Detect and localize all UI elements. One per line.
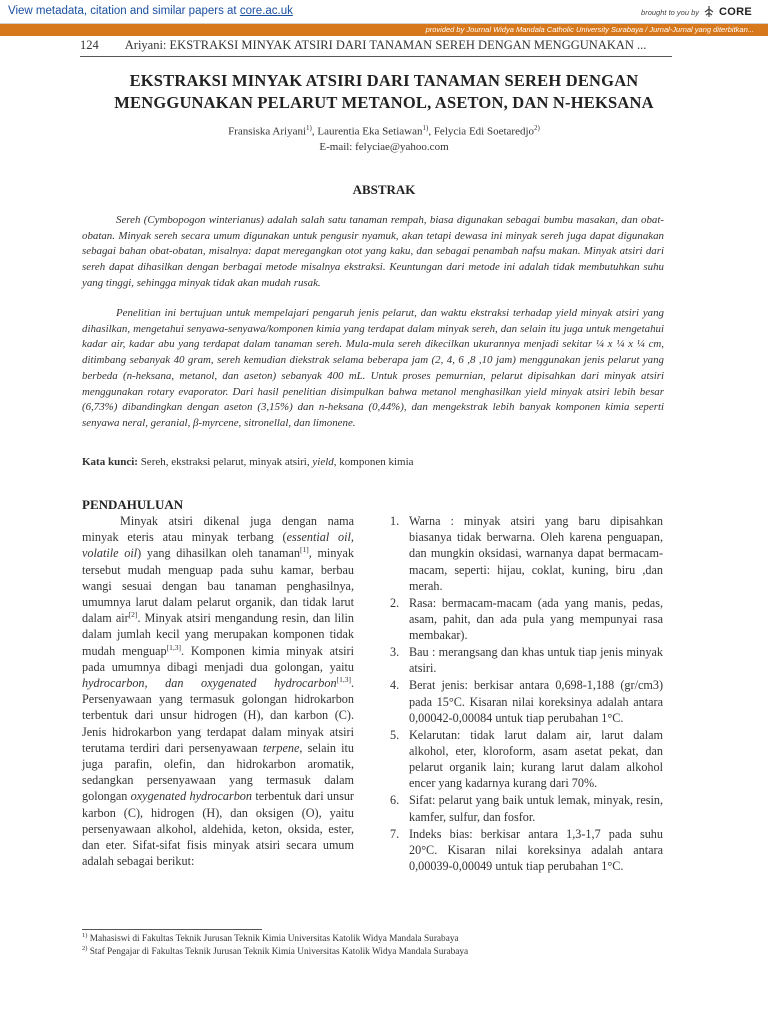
intro-text: terbentuk dari unsur karbon (C), hidrogen (H), dan oksigen (O), yaitu persenyawaan alkohol, aldehida, keton, oksida, ester, dan eter. Sifat-sifat fisis minyak atsiri secara umum adalah sebagai berikut: <box>82 789 354 869</box>
footnote-text: Staf Pengajar di Fakultas Teknik Jurusan Teknik Kimia Universitas Katolik Widya Mandala Surabaya <box>87 947 469 958</box>
keywords-text-end: , komponen kimia <box>333 456 414 468</box>
footnote-mark: 1) <box>82 932 88 939</box>
core-banner <box>0 0 768 24</box>
brought-to-you-text: brought to you by <box>641 7 700 17</box>
author-affiliation-mark: 2) <box>534 124 540 132</box>
running-title: Ariyani: EKSTRAKSI MINYAK ATSIRI DARI TANAMAN SEREH DENGAN MENGGUNAKAN ... <box>124 38 647 52</box>
intro-italic: essential oil, volatile oil <box>82 530 354 561</box>
article-title <box>60 70 708 114</box>
core-logo-icon <box>703 5 715 19</box>
core-brand[interactable] <box>641 4 752 20</box>
citation-ref: [1,3] <box>336 674 351 684</box>
list-text: Berat jenis: berkisar antara 0,698-1,188 (gr/cm3) pada 15°C. Kisaran nilai koreksinya adalah antara 0,00042-0,00084 untuk tiap perubahan 1°C. <box>409 678 663 725</box>
intro-text: . Persenyawaan yang termasuk golongan hidrokarbon terbentuk dari unsur hidrogen (H), dan karbon (C). Jenis hidrokarbon yang terdapat dalam minyak atsiri terutama terdiri dari persenyawaan <box>82 676 354 755</box>
author-email: E-mail: felyciae@yahoo.com <box>319 141 449 153</box>
intro-text: , minyak tersebut mudah menguap pada suhu kamar, berbau wangi sesuai dengan bau tanaman penghasilnya, umumnya larut dalam pelarut organik, dan tidak larut dalam air <box>82 546 355 626</box>
intro-italic: hydrocarbon, dan oxygenated hydrocarbon <box>82 676 337 691</box>
title-line-1: EKSTRAKSI MINYAK ATSIRI DARI TANAMAN SEREH DENGAN <box>129 71 639 90</box>
footnote <box>82 932 682 944</box>
author-affiliation-mark: 1) <box>422 124 429 132</box>
title-line-2: MENGGUNAKAN PELARUT METANOL, ASETON, DAN N-HEKSANA <box>114 93 654 112</box>
list-item <box>386 792 663 824</box>
footnote-rule <box>82 929 262 930</box>
list-number: 1. <box>390 514 400 528</box>
intro-text: , selain itu juga parafin, olefin, dan hidrokarbon aromatik, sedangkan persenyawaan yang termasuk dalam golongan <box>82 740 355 804</box>
footnote <box>82 945 682 957</box>
list-text: Sifat: pelarut yang baik untuk lemak, minyak, resin, kamfer, sulfur, dan fosfor. <box>409 793 663 824</box>
list-number: 3. <box>390 645 400 660</box>
core-link-prefix: View metadata, citation and similar papers at <box>8 5 240 17</box>
list-number: 2. <box>390 595 400 610</box>
intro-italic: oxygenated hydrocarbon <box>130 789 252 804</box>
intro-text: . Komponen kimia minyak atsiri pada umumnya dibagi menjadi dua golongan, yaitu <box>82 643 354 674</box>
footnote-text: Mahasiswi di Fakultas Teknik Jurusan Teknik Kimia Universitas Katolik Widya Mandala Surabaya <box>87 934 459 945</box>
list-item <box>386 826 663 875</box>
author-name: Fransiska Ariyani <box>228 125 307 138</box>
list-number: 4. <box>390 678 400 693</box>
list-item <box>386 727 663 792</box>
author-separator: , <box>428 125 434 138</box>
intro-text: Minyak atsiri dikenal juga dengan nama minyak eteris atau minyak terbang ( <box>82 514 354 545</box>
header-rule <box>80 56 672 57</box>
keywords-text: Sereh, ekstraksi pelarut, minyak atsiri, <box>137 456 313 468</box>
list-item <box>386 644 663 676</box>
list-item <box>386 513 663 594</box>
intro-text: . Minyak atsiri mengandung resin, dan lilin dalam jumlah kecil yang merupakan komponen tidak mudah menguap <box>82 611 354 658</box>
keywords-label: Kata kunci: <box>82 456 138 468</box>
list-item <box>386 677 663 726</box>
intro-paragraph <box>82 513 354 869</box>
list-text: Warna : minyak atsiri yang baru dipisahkan biasanya tidak berwarna. Oleh karena penguapan, dan mungkin oksidasi, warnanya dapat bermacam-macam, seperti: hijau, coklat, kuning, biru ,dan merah. <box>409 514 663 593</box>
footnote-mark: 2) <box>82 945 88 952</box>
abstract-heading: ABSTRAK <box>352 182 416 197</box>
author-separator: , <box>311 125 318 138</box>
author-affiliation-mark: 1) <box>306 124 312 132</box>
list-item <box>386 595 663 644</box>
core-metadata-link-line <box>8 5 293 17</box>
running-header <box>80 38 670 53</box>
properties-list <box>386 513 663 875</box>
list-number: 6. <box>390 793 400 808</box>
list-text: Kelarutan: tidak larut dalam air, larut dalam alkohol, eter, kloroform, asam asetat pekat, dan pelarut organik lain; kurang larut dalam alkohol encer yang kadarnya kurang dari 70%. <box>409 727 663 791</box>
list-number: 5. <box>390 727 400 742</box>
provided-by-text[interactable]: provided by Journal Widya Mandala Catholic University Surabaya / Jurnal-Jurnal yang diterbitkan... <box>425 25 754 34</box>
section-heading-pendahuluan: PENDAHULUAN <box>82 497 184 512</box>
list-number: 7. <box>390 826 400 841</box>
keywords-yield: yield <box>312 456 334 468</box>
core-logo-text: CORE <box>719 6 752 18</box>
intro-text: ) yang dihasilkan oleh tanaman <box>137 546 300 561</box>
citation-ref: [1,3] <box>166 642 181 652</box>
author-name: Laurentia Eka Setiawan <box>317 125 423 138</box>
provided-by-bar <box>0 24 768 36</box>
core-link[interactable]: core.ac.uk <box>239 5 293 17</box>
list-text: Indeks bias: berkisar antara 1,3-1,7 pada suhu 20°C. Kisaran nilai koreksinya adalah antara 0,00039-0,00049 untuk tiap perubahan 1°C. <box>409 826 663 874</box>
citation-ref: [2] <box>128 610 138 620</box>
intro-italic: terpene <box>262 740 300 755</box>
list-text: Rasa: bermacam-macam (ada yang manis, pedas, asam, pahit, dan ada pula yang mempunyai rasa membakar). <box>409 595 663 643</box>
abstract-paragraph-1: Sereh (Cymbopogon winterianus) adalah salah satu tanaman rempah, biasa digunakan sebagai bumbu masakan, dan obat-obatan. Minyak sereh secara umum digunakan untuk pengusir nyamuk, akan tetapi dewasa ini minyak sereh juga dapat digunakan sebagai bahan obat-obatan, misalnya: dapat meregangkan otot yang kaku, dan sebagai penambah nafsu makan. Minyak atsiri dari sereh dapat dihasilkan dengan berbagai metode misalnya ekstraksi. Keuntungan dari metode ini adalah tidak membutuhkan suhu yang tinggi, sehingga minyak tidak akan mudah rusak. <box>82 214 664 289</box>
authors-line <box>60 124 708 138</box>
keywords-line <box>82 456 682 468</box>
author-name: Felycia Edi Soetaredjo <box>433 125 535 138</box>
page-number: 124 <box>80 38 99 52</box>
abstract-paragraph-2: Penelitian ini bertujuan untuk mempelajari pengaruh jenis pelarut, dan waktu ekstraksi terhadap yield minyak atsiri yang dihasilkan, mengetahui senyawa-senyawa/komponen kimia yang terdapat dalam minyak sereh, dan selain itu juga untuk mengetahui kadar air, kadar abu yang terdapat dalam tanaman sereh. Mula-mula sereh dikecilkan ukurannya menjadi sekitar ¼ x ¼ x ¼ cm, ditimbang sebanyak 40 gram, sereh kemudian diekstrak selama beberapa jam (2, 4, 6 ,8 ,10 jam) menggunakan jenis pelarut yang berbeda (n-heksana, metanol, dan aseton) sebanyak 400 mL. Untuk proses pemurnian, pelarut dipisahkan dari minyak atsiri menggunakan rotary evaporator. Dari hasil penelitian disimpulkan bahwa metanol menghasilkan yield minyak atsiri lebih besar (6,73%) dibandingkan dengan aseton (3,15%) dan n-heksana (0,44%), dan mengekstrak lebih banyak komponen kimia seperti senyawa neral, geranial, β-myrcene, sitronellal, dan limonene. <box>82 307 664 429</box>
list-text: Bau : merangsang dan khas untuk tiap jenis minyak atsiri. <box>409 645 663 676</box>
citation-ref: [1] <box>299 545 309 555</box>
